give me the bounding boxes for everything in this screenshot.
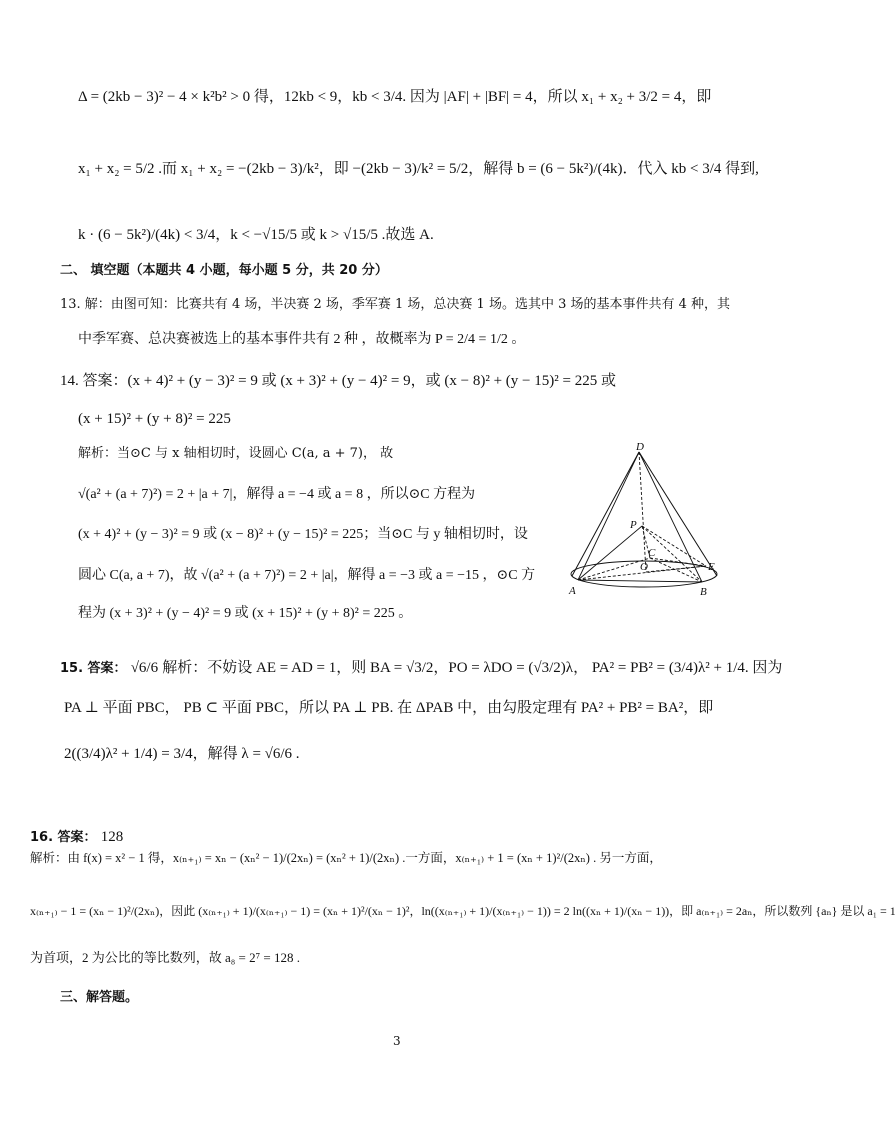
problem-13-line-1: 13. 解：由图可知：比赛共有 4 场，半决赛 2 场，季军赛 1 场，总决赛 1 场。选其中 3 场的基本事件共有 4 种，其 [60,297,731,312]
problem-16-answer: 128 [100,829,124,845]
label-A: A [569,585,576,597]
problem-15-line-3: 2((3/4)λ² + 1/4) = 3/4，解得 λ = √6/6 . [64,746,300,762]
problem-16-analysis-2: x₍ₙ₊₁₎ − 1 = (xₙ − 1)²/(2xₙ)，因此 (x₍ₙ₊₁₎ + 1)/(x₍ₙ₊₁₎ − 1) = (xₙ + 1)²/(xₙ − 1)²，ln((x₍ₙ₊₁₎ + 1)/(x₍ₙ₊₁₎ − 1)) = 2 ln((xₙ + 1)/(xₙ − 1))，即 a₍ₙ₊₁₎ = 2aₙ，所以数列 {aₙ} 是以 a₁ = 1 [30,904,896,918]
label-E: E [708,561,715,573]
problem-16-line-1 [30,828,123,848]
problem-14-answer-line-2: (x + 15)² + (y + 8)² = 225 [78,411,231,427]
cone-edge-left [572,452,639,576]
problem-13-line-2: 中季军赛、总决赛被选上的基本事件共有 2 种 ，故概率为 P = 2/4 = 1/2 。 [78,332,526,347]
solution-line-12-3: k · (6 − 5k²)/(4k) < 3/4，k < −√15/5 或 k > √15/5 .故选 A. [78,227,434,243]
problem-14-answer-line-1: 14. 答案：(x + 4)² + (y − 3)² = 9 或 (x + 3)² + (y − 4)² = 9，或 (x − 8)² + (y − 15)² = 225 或 [60,373,616,389]
label-B: B [700,586,707,598]
chord-AB [578,580,702,582]
problem-15-line-1 [60,659,782,679]
problem-15-line-2: PA ⊥ 平面 PBC， PB ⊂ 平面 PBC，所以 PA ⊥ PB. 在 ΔPAB 中，由勾股定理有 PA² + PB² = BA²，即 [64,700,714,716]
label-P: P [630,519,637,531]
problem-16-analysis-1: 解析：由 f(x) = x² − 1 得，x₍ₙ₊₁₎ = xₙ − (xₙ² − 1)/(2xₙ) = (xₙ² + 1)/(2xₙ) .一方面，x₍ₙ₊₁₎ + 1 = (xₙ + 1)²/(2xₙ) . 另一方面， [30,851,662,865]
solution-line-12-2: x₁ + x₂ = 5/2 .而 x₁ + x₂ = −(2kb − 3)/k²，即 −(2kb − 3)/k² = 5/2，解得 b = (6 − 5k²)/(4k)．代入 kb < 3/4 得到, [78,161,759,177]
problem-15-answer-label: 15. 答案： [60,661,127,676]
label-C: C [648,547,656,559]
problem-14-analysis-line-5: 程为 (x + 3)² + (y − 4)² = 9 或 (x + 15)² + (y + 8)² = 225 。 [78,606,413,621]
page-number: 3 [393,1034,401,1048]
section-header-solutions: 三、解答题。 [60,990,139,1005]
cone-figure [566,440,724,600]
label-O: O [640,561,648,573]
problem-16-answer-label: 16. 答案： [30,830,97,845]
height-DO [639,452,646,572]
problem-14-analysis-line-1: 解析：当⊙C 与 x 轴相切时，设圆心 C(a, a + 7)， 故 [78,446,394,461]
solution-line-12-1: Δ = (2kb − 3)² − 4 × k²b² > 0 得，12kb < 9，kb < 3/4. 因为 |AF| + |BF| = 4，所以 x₁ + x₂ + 3/2 = 4，即 [78,89,712,105]
problem-16-analysis-3: 为首项，2 为公比的等比数列，故 a₈ = 2⁷ = 128 . [30,950,300,965]
problem-15-analysis-1: 解析：不妨设 AE = AD = 1，则 BA = √3/2，PO = λDO = (√3/2)λ， PA² = PB² = (3/4)λ² + 1/4. 因为 [162,660,783,676]
edge-DB [639,452,702,582]
label-D: D [636,441,644,453]
edge-PE [642,526,706,566]
problem-15-answer: √6/6 [130,660,159,676]
section-header-fill-in: 二、 填空题（本题共 4 小题，每小题 5 分，共 20 分） [60,263,388,278]
problem-14-analysis-line-2: √(a² + (a + 7)²) = 2 + |a + 7|，解得 a = −4 或 a = 8 ，所以⊙C 方程为 [78,487,476,502]
problem-14-analysis-line-4: 圆心 C(a, a + 7)，故 √(a² + (a + 7)²) = 2 + |a|，解得 a = −3 或 a = −15 ，⊙C 方 [78,568,536,583]
edge-PA [578,526,642,580]
problem-14-analysis-line-3: (x + 4)² + (y − 3)² = 9 或 (x − 8)² + (y − 15)² = 225；当⊙C 与 y 轴相切时，设 [78,527,528,542]
